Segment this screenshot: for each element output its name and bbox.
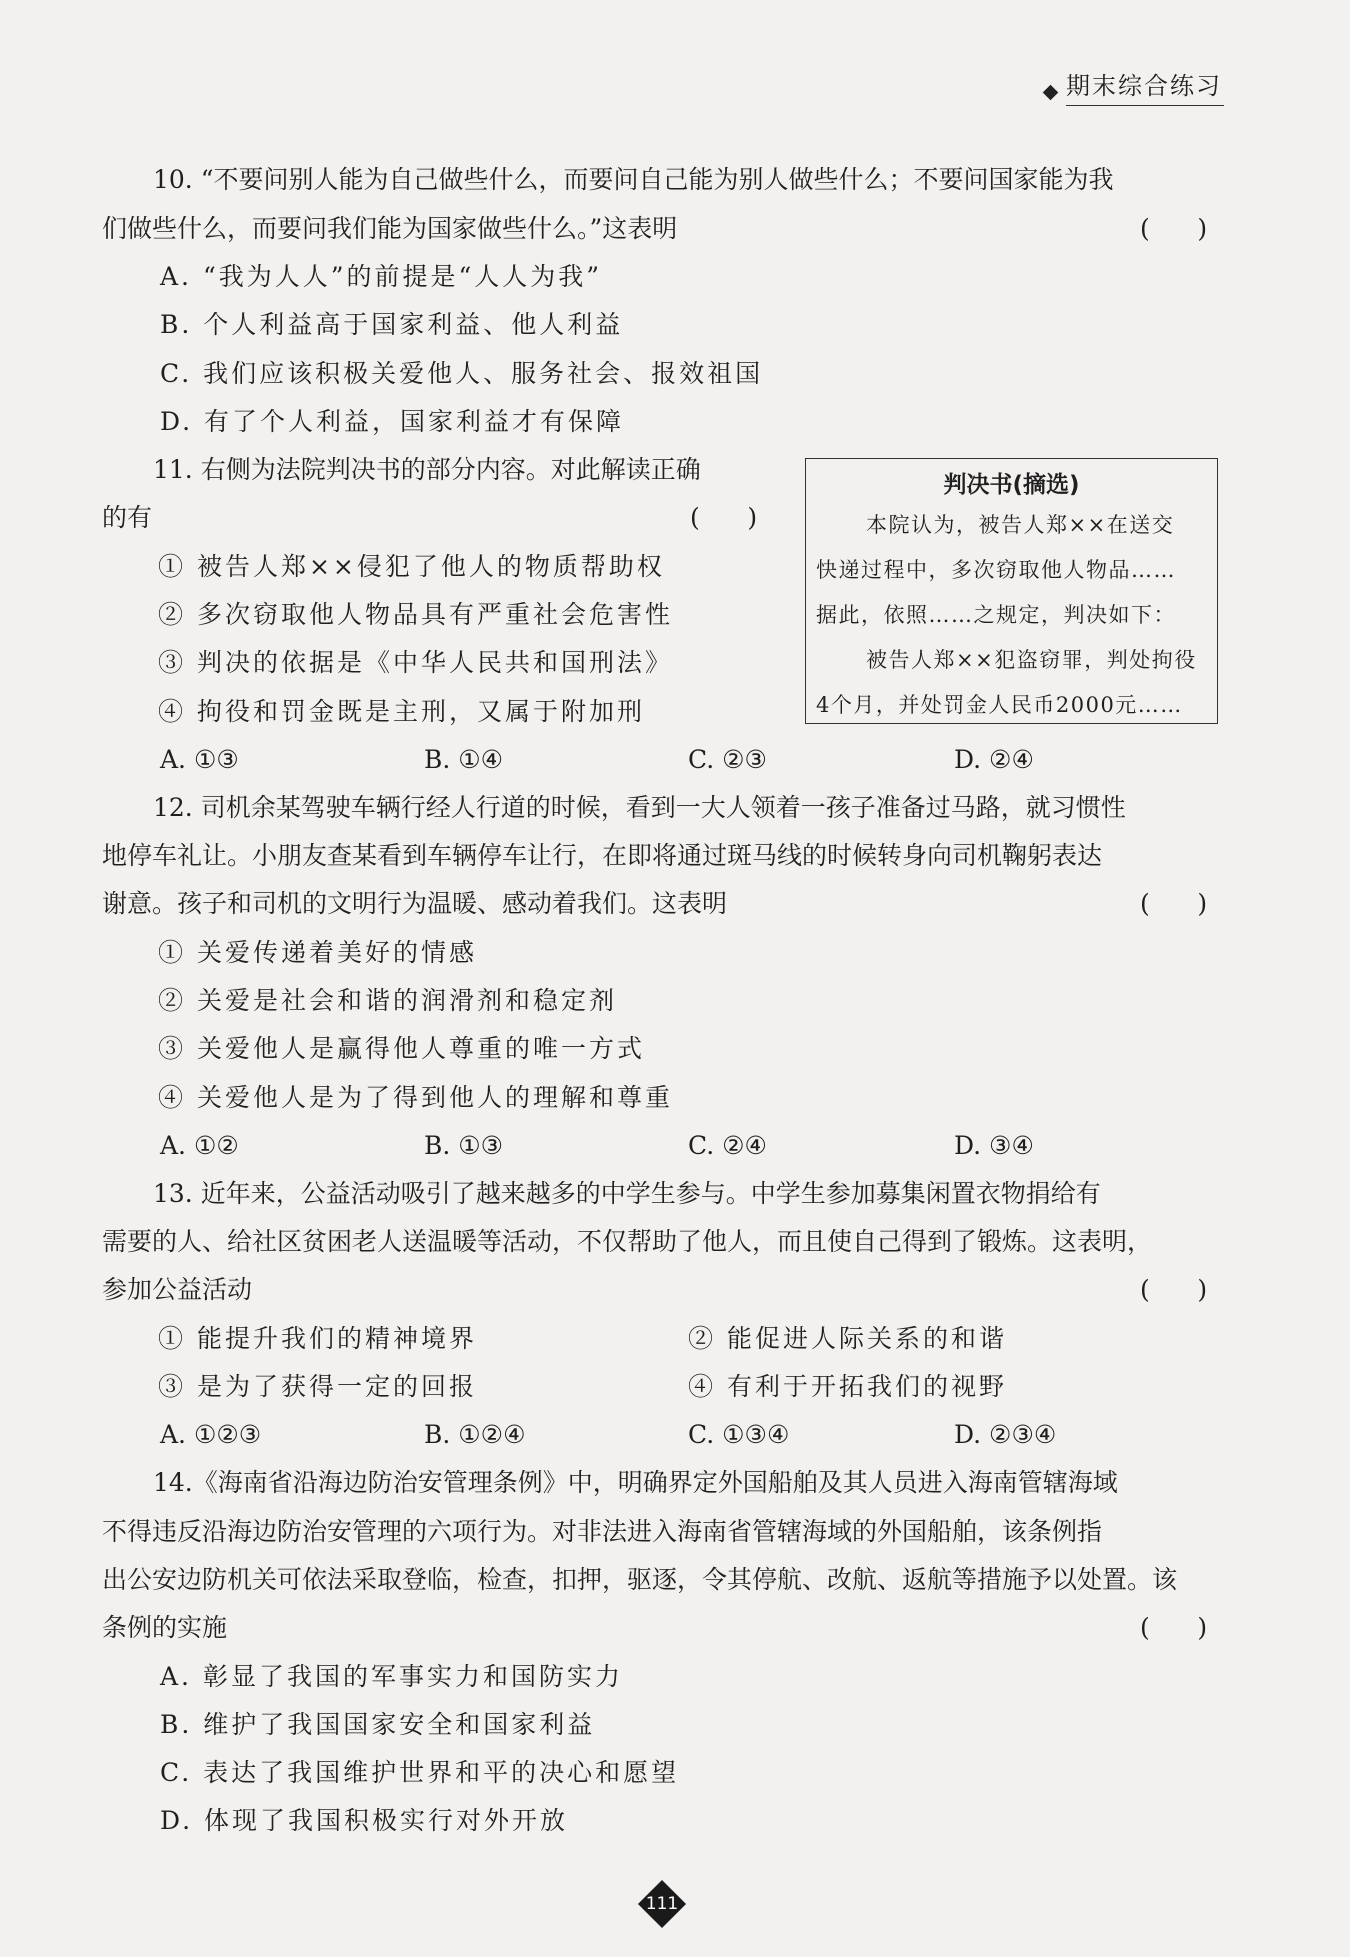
q11-stem-line-2: 的有: [102, 503, 153, 532]
q13-choice-a: A. ①②③: [160, 1420, 262, 1449]
q14-option-c: C. 表达了我国维护世界和平的决心和愿望: [160, 1758, 680, 1787]
q11-statement-4: ④ 拘役和罚金既是主刑，又属于附加刑: [158, 697, 645, 726]
judgment-excerpt-box: [805, 458, 1218, 724]
q11-statement-3: ③ 判决的依据是《中华人民共和国刑法》: [158, 648, 673, 677]
q14-stem-line-1: 14.《海南省沿海边防治安管理条例》中，明确界定外国船舶及其人员进入海南管辖海域: [153, 1468, 1118, 1497]
q14-option-a: A. 彰显了我国的军事实力和国防实力: [160, 1662, 623, 1691]
q12-stem-line-1: 12. 司机余某驾驶车辆行经人行道的时候，看到一大人领着一孩子准备过马路，就习惯性: [153, 793, 1126, 822]
q12-statement-4: ④ 关爱他人是为了得到他人的理解和尊重: [158, 1083, 673, 1112]
q13-statement-2: ② 能促进人际关系的和谐: [688, 1324, 1007, 1353]
q13-answer-blank: ( ): [1140, 1275, 1208, 1304]
judgment-box-title: 判决书(摘选): [943, 472, 1080, 498]
q12-statement-1: ① 关爱传递着美好的情感: [158, 938, 477, 967]
q11-statement-2: ② 多次窃取他人物品具有严重社会危害性: [158, 600, 673, 629]
diamond-bullet-icon: [1043, 84, 1059, 100]
q10-stem-line-2: 们做些什么，而要问我们能为国家做些什么。”这表明: [102, 214, 678, 243]
q13-stem-line-2: 需要的人、给社区贫困老人送温暖等活动，不仅帮助了他人，而且使自己得到了锻炼。这表明，: [102, 1227, 1153, 1256]
q10-option-c: C. 我们应该积极关爱他人、服务社会、报效祖国: [160, 359, 764, 388]
q12-answer-blank: ( ): [1140, 889, 1208, 918]
q13-stem-line-1: 13. 近年来，公益活动吸引了越来越多的中学生参与。中学生参加募集闲置衣物捐给有: [153, 1179, 1101, 1208]
page-number-badge: [638, 1880, 686, 1928]
q12-stem-line-3: 谢意。孩子和司机的文明行为温暖、感动着我们。这表明: [102, 889, 728, 918]
q14-option-b: B. 维护了我国国家安全和国家利益: [160, 1710, 596, 1739]
judgment-box-line: 快递过程中，多次窃取他人物品……: [816, 558, 1176, 582]
q12-choice-d: D. ③④: [954, 1131, 1034, 1160]
q11-choice-b: B. ①④: [424, 745, 504, 774]
q11-answer-blank: ( ): [690, 503, 758, 532]
q10-option-d: D. 有了个人利益，国家利益才有保障: [160, 407, 625, 436]
judgment-box-line: 本院认为，被告人郑××在送交: [866, 513, 1175, 537]
judgment-box-line: 据此，依照……之规定，判决如下：: [816, 603, 1176, 627]
q13-choice-c: C. ①③④: [688, 1420, 790, 1449]
q11-choice-c: C. ②③: [688, 745, 767, 774]
q11-choice-a: A. ①③: [160, 745, 239, 774]
q13-stem-line-3: 参加公益活动: [102, 1275, 253, 1304]
q14-stem-line-2: 不得违反沿海边防治安管理的六项行为。对非法进入海南省管辖海域的外国船舶，该条例指: [102, 1517, 1103, 1546]
q14-stem-line-3: 出公安边防机关可依法采取登临，检查，扣押，驱逐，令其停航、改航、返航等措施予以处置。该: [102, 1565, 1178, 1594]
q10-stem-line-1: 10. “不要问别人能为自己做些什么，而要问自己能为别人做些什么；不要问国家能为我: [153, 165, 1114, 194]
q12-choice-a: A. ①②: [160, 1131, 239, 1160]
q13-choice-d: D. ②③④: [954, 1420, 1057, 1449]
q11-statement-1: ① 被告人郑××侵犯了他人的物质帮助权: [158, 552, 665, 581]
q11-choice-d: D. ②④: [954, 745, 1034, 774]
q13-statement-4: ④ 有利于开拓我们的视野: [688, 1372, 1007, 1401]
q13-statement-3: ③ 是为了获得一定的回报: [158, 1372, 477, 1401]
q13-statement-1: ① 能提升我们的精神境界: [158, 1324, 477, 1353]
page-header: [1045, 66, 1224, 106]
q11-stem-line-1: 11. 右侧为法院判决书的部分内容。对此解读正确: [153, 455, 701, 484]
page-number: 111: [645, 1894, 679, 1914]
q10-answer-blank: ( ): [1140, 214, 1208, 243]
q14-stem-line-4: 条例的实施: [102, 1613, 228, 1642]
q14-option-d: D. 体现了我国积极实行对外开放: [160, 1806, 569, 1835]
q10-option-b: B. 个人利益高于国家利益、他人利益: [160, 310, 624, 339]
q14-answer-blank: ( ): [1140, 1613, 1208, 1642]
judgment-box-line: 4个月，并处罚金人民币2000元……: [816, 693, 1183, 717]
q12-choice-c: C. ②④: [688, 1131, 767, 1160]
q13-choice-b: B. ①②④: [424, 1420, 526, 1449]
q12-statement-2: ② 关爱是社会和谐的润滑剂和稳定剂: [158, 986, 617, 1015]
q12-stem-line-2: 地停车礼让。小朋友查某看到车辆停车让行，在即将通过斑马线的时候转身向司机鞠躬表达: [102, 841, 1103, 870]
q12-statement-3: ③ 关爱他人是赢得他人尊重的唯一方式: [158, 1034, 645, 1063]
section-title: 期末综合练习: [1066, 72, 1222, 100]
q10-option-a: A. “我为人人”的前提是“人人为我”: [160, 262, 603, 291]
judgment-box-line: 被告人郑××犯盗窃罪，判处拘役: [866, 648, 1197, 672]
q12-choice-b: B. ①③: [424, 1131, 504, 1160]
